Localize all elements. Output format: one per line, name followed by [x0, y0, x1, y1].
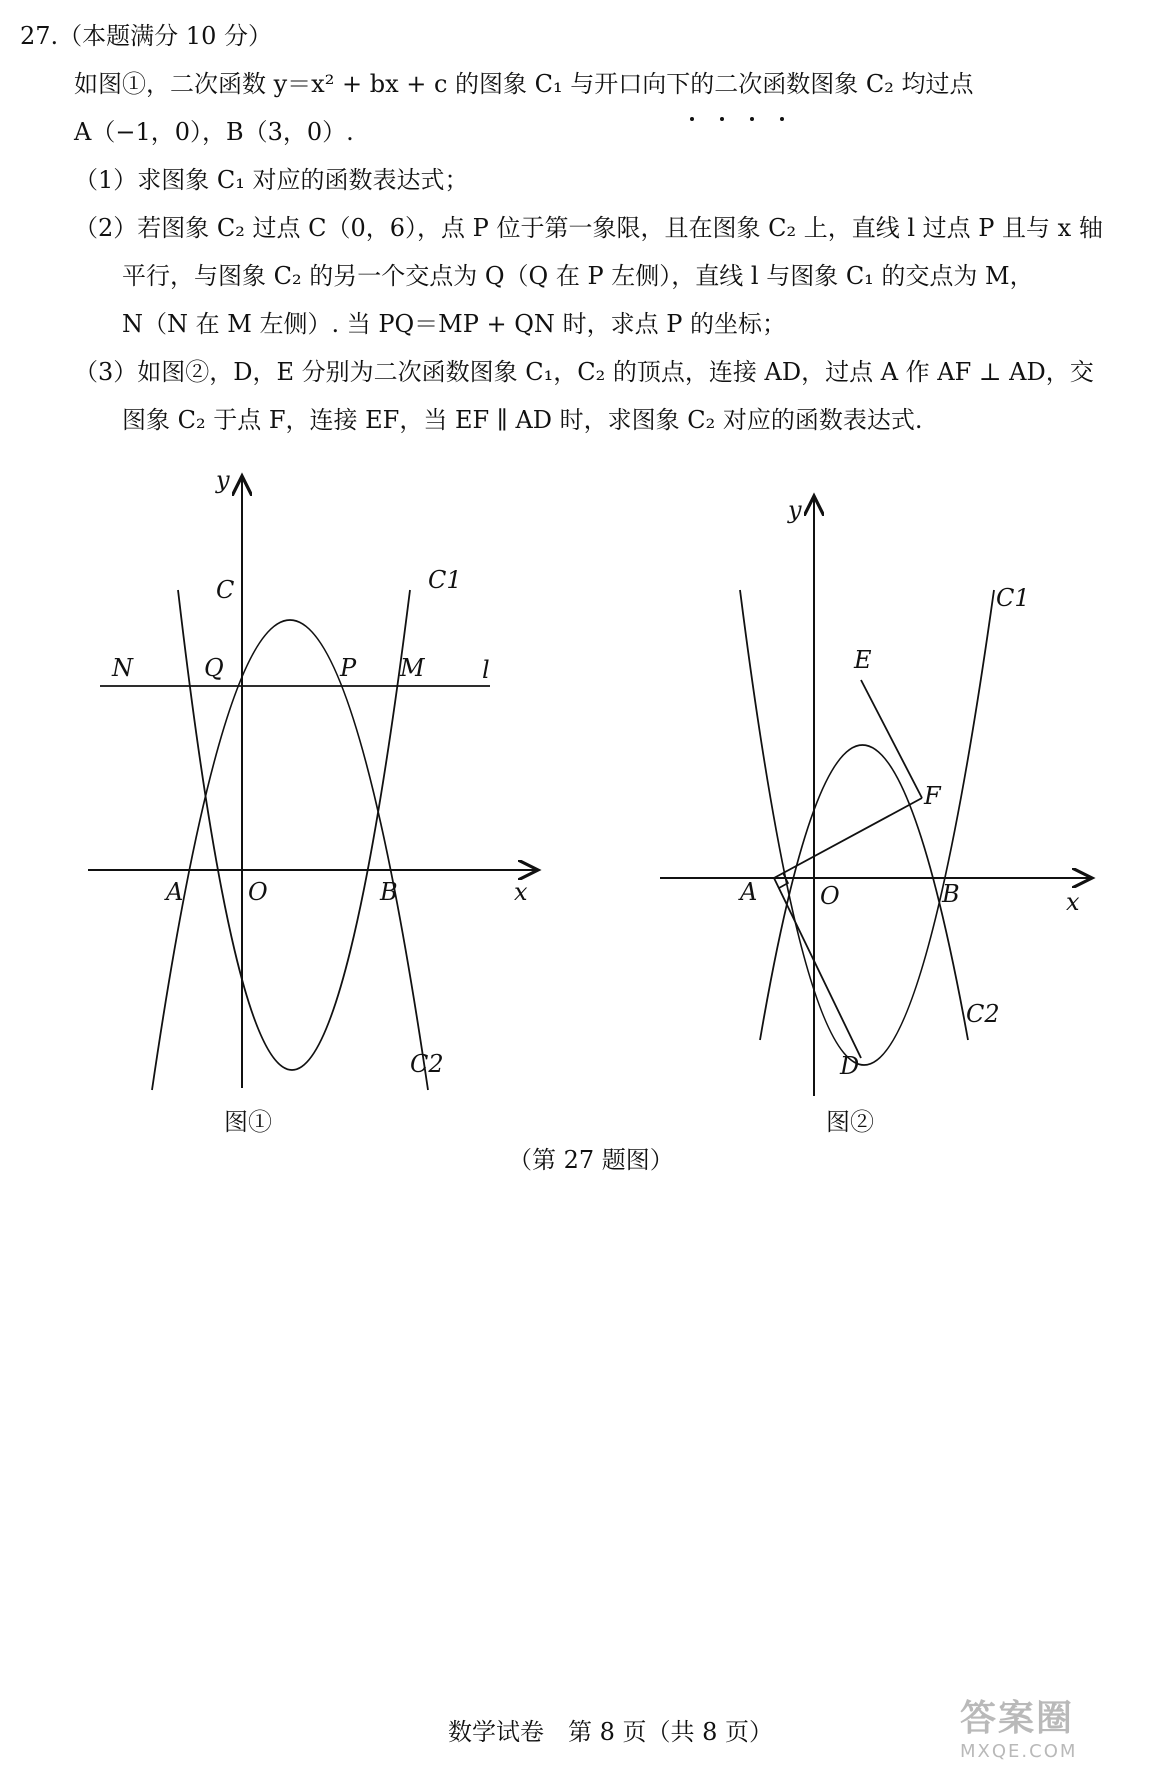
label-x: x — [514, 878, 528, 906]
figure-2 — [640, 460, 1120, 1136]
figure-main-caption: （第 27 题图） — [508, 1146, 674, 1174]
label-l: l — [482, 656, 490, 684]
question-part2-line3: N（N 在 M 左侧）. 当 PQ＝MP + QN 时，求点 P 的坐标； — [122, 310, 786, 338]
label-d: D — [840, 1052, 860, 1080]
label-a: A — [740, 878, 758, 906]
figure-1 — [70, 460, 550, 1136]
label-c: C — [216, 576, 235, 604]
label-q: Q — [204, 654, 224, 682]
label-o: O — [820, 882, 840, 910]
question-part1: （1）求图象 C₁ 对应的函数表达式； — [74, 166, 469, 194]
label-y: y — [788, 496, 802, 524]
figure-2-caption: 图② — [826, 1108, 874, 1136]
question-header: 27.（本题满分 10 分） — [20, 22, 272, 50]
figure-2-graph — [640, 460, 1120, 1100]
figure-1-caption: 图① — [224, 1108, 272, 1136]
question-intro-line1: 如图①，二次函数 y＝x² + bx + c 的图象 C₁ 与开口向下的二次函数图象 C₂ 均过点 — [74, 70, 974, 98]
label-c1: C1 — [428, 566, 462, 594]
label-y: y — [216, 466, 230, 494]
question-part2-line1: （2）若图象 C₂ 过点 C（0，6），点 P 位于第一象限，且在图象 C₂ 上，直线 l 过点 P 且与 x 轴 — [74, 214, 1103, 242]
watermark-title: 答案圈 — [960, 1698, 1075, 1739]
label-a: A — [166, 878, 184, 906]
figure-1-graph — [70, 460, 550, 1100]
label-c2: C2 — [966, 1000, 1000, 1028]
watermark-logo — [960, 1690, 1150, 1770]
parabola-c2 — [152, 620, 428, 1090]
question-part2-line2: 平行，与图象 C₂ 的另一个交点为 Q（Q 在 P 左侧），直线 l 与图象 C₁ 的交点为 M， — [122, 262, 1034, 290]
segment-ef — [861, 680, 922, 798]
label-e: E — [854, 646, 872, 674]
question-intro-line2: A（−1，0），B（3，0）. — [74, 118, 354, 146]
label-o: O — [248, 878, 268, 906]
segment-ad — [774, 878, 861, 1058]
watermark-url: MXQE.COM — [960, 1741, 1078, 1762]
question-part3-line1: （3）如图②，D，E 分别为二次函数图象 C₁，C₂ 的顶点，连接 AD，过点 A 作 AF ⊥ AD，交 — [74, 358, 1094, 386]
label-b: B — [942, 880, 960, 908]
question-part3-line2: 图象 C₂ 于点 F，连接 EF，当 EF ∥ AD 时，求图象 C₂ 对应的函数表达式. — [122, 406, 923, 434]
page-footer: 数学试卷 第 8 页（共 8 页） — [448, 1718, 774, 1746]
label-b: B — [380, 878, 398, 906]
label-f: F — [924, 782, 941, 810]
label-c1: C1 — [996, 584, 1030, 612]
label-m: M — [400, 654, 425, 682]
label-c2: C2 — [410, 1050, 444, 1078]
label-n: N — [112, 654, 133, 682]
segment-af — [774, 798, 922, 878]
label-p: P — [340, 654, 357, 682]
emphasis-dots — [690, 106, 820, 116]
label-x: x — [1066, 888, 1080, 916]
